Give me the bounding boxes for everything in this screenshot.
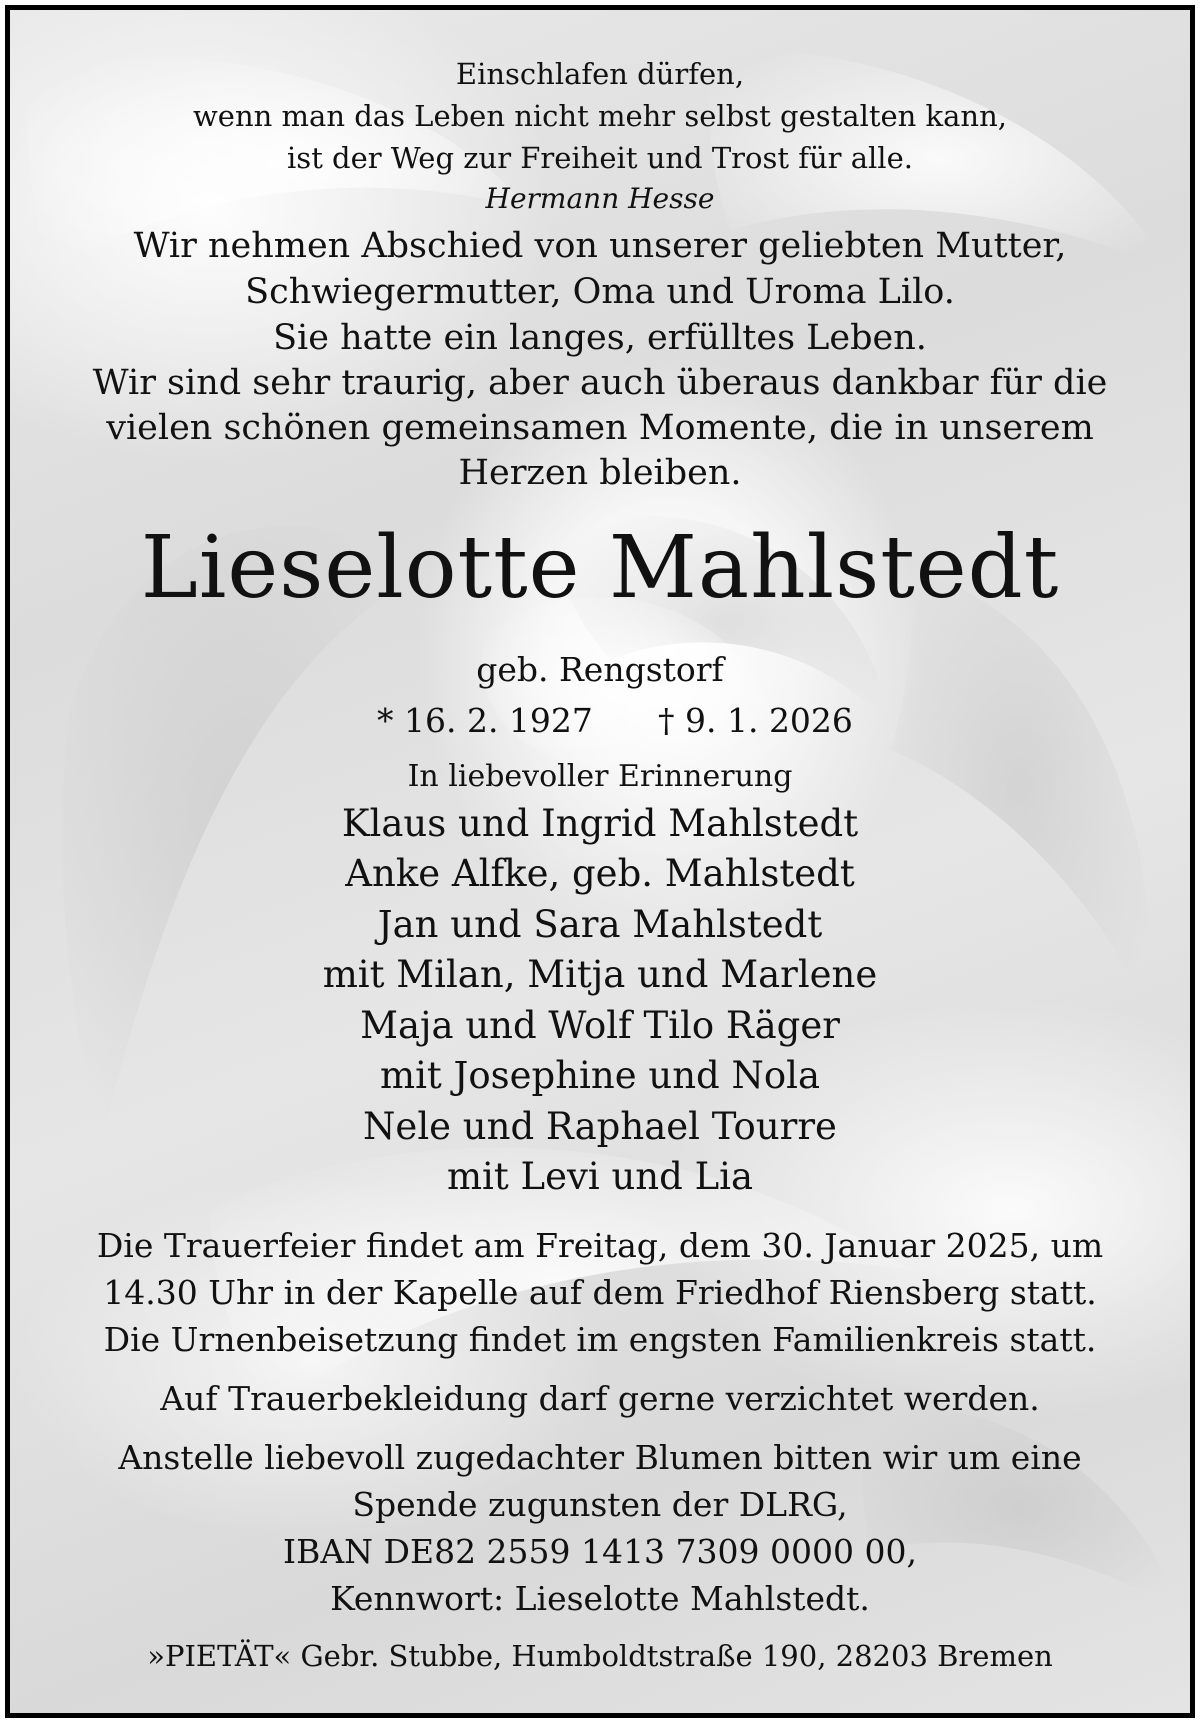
farewell-line: Wir sind sehr traurig, aber auch überaus dankbar für die [92, 363, 1108, 403]
death-date: † 9. 1. 2026 [658, 701, 853, 740]
obituary-notice [5, 5, 1195, 1718]
farewell-line: vielen schönen gemeinsamen Momente, die in unserem [106, 408, 1094, 448]
memory-intro: In liebevoller Erinnerung [407, 759, 793, 794]
mourner-line: mit Milan, Mitja und Marlene [322, 953, 878, 996]
mourner-line: Maja und Wolf Tilo Räger [360, 1004, 840, 1047]
donation-line: Kennwort: Lieselotte Mahlstedt. [330, 1579, 870, 1618]
mourner-line: Nele und Raphael Tourre [363, 1105, 837, 1148]
service-line: Die Trauerfeier findet am Freitag, dem 30. Januar 2025, um [96, 1226, 1104, 1265]
mourner-line: Jan und Sara Mahlstedt [377, 903, 823, 946]
birth-date: * 16. 2. 1927 [377, 701, 593, 740]
quote-line: Einschlafen dürfen, [455, 57, 745, 91]
service-line: 14.30 Uhr in der Kapelle auf dem Friedhof Riensberg statt. [103, 1273, 1097, 1312]
donation-line: Spende zugunsten der DLRG, [352, 1485, 848, 1524]
farewell-line: Schwiegermutter, Oma und Uroma Lilo. [245, 272, 955, 312]
notice-content [10, 10, 1190, 1713]
mourner-line: mit Levi und Lia [446, 1155, 754, 1198]
donation-line: IBAN DE82 2559 1413 7309 0000 00, [283, 1532, 917, 1571]
service-line: Die Urnenbeisetzung findet im engsten Familienkreis statt. [103, 1320, 1097, 1359]
quote-line: ist der Weg zur Freiheit und Trost für alle. [287, 141, 913, 175]
donation-line: Anstelle liebevoll zugedachter Blumen bitten wir um eine [118, 1438, 1082, 1477]
quote-author: Hermann Hesse [485, 182, 715, 215]
mourner-line: Klaus und Ingrid Mahlstedt [341, 802, 859, 845]
deceased-name: Lieselotte Mahlstedt [140, 518, 1060, 618]
farewell-line: Herzen bleiben. [458, 453, 742, 493]
mourner-line: mit Josephine und Nola [379, 1054, 821, 1097]
life-dates [10, 701, 1190, 743]
funeral-home: »PIETÄT« Gebr. Stubbe, Humboldtstraße 190, 28203 Bremen [147, 1639, 1053, 1673]
birth-name: geb. Rengstorf [476, 650, 724, 689]
farewell-line: Sie hatte ein langes, erfülltes Leben. [273, 318, 927, 358]
mourner-line: Anke Alfke, geb. Mahlstedt [345, 852, 855, 895]
farewell-line: Wir nehmen Abschied von unserer geliebten Mutter, [133, 226, 1067, 266]
attire-note: Auf Trauerbekleidung darf gerne verzichtet werden. [160, 1379, 1040, 1418]
quote-line: wenn man das Leben nicht mehr selbst gestalten kann, [192, 99, 1007, 133]
